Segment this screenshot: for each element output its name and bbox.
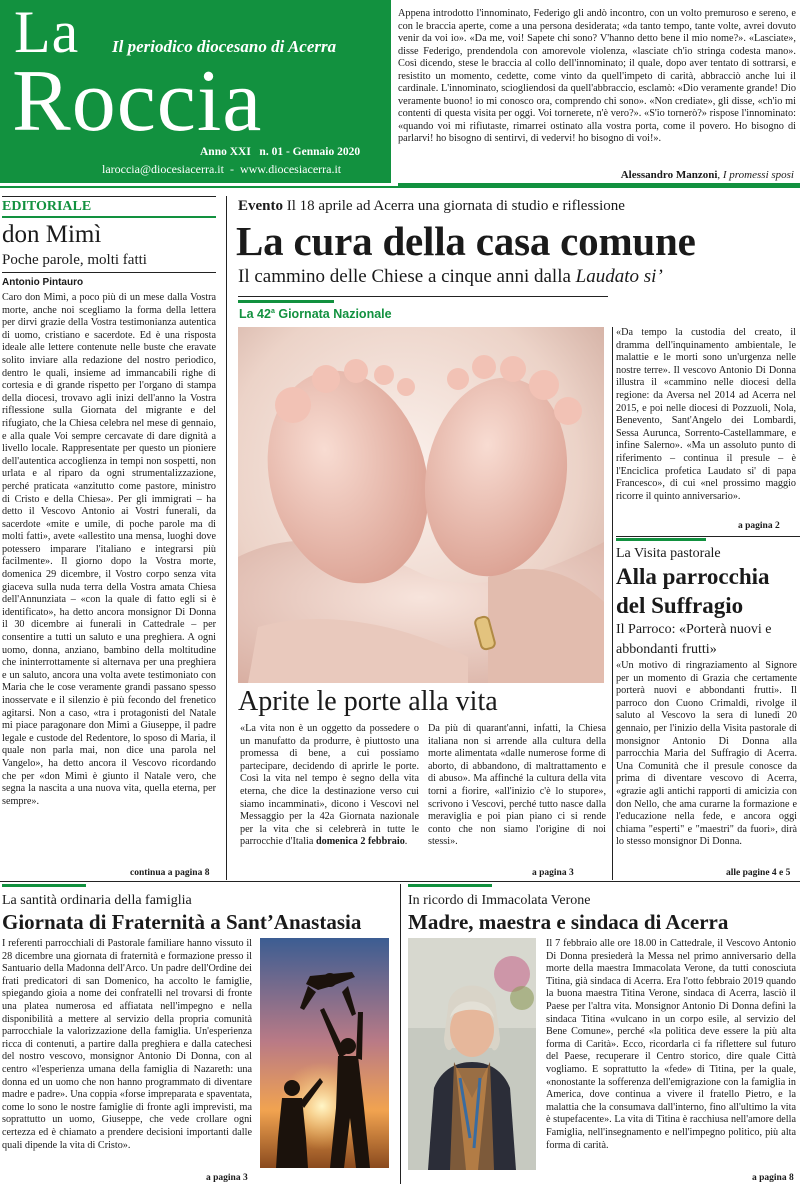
portrait-photo	[408, 938, 536, 1170]
column-divider	[226, 196, 227, 880]
divider	[238, 300, 334, 303]
life-day-kicker-post: Giornata Nazionale	[278, 307, 392, 321]
main-subheadline-text: Il cammino delle Chiese a cinque anni dalla	[238, 266, 571, 287]
family-silhouette-illustration	[260, 938, 389, 1168]
divider	[2, 216, 216, 218]
main-subheadline	[238, 266, 663, 288]
divider	[0, 881, 800, 882]
event-kicker	[238, 198, 625, 215]
life-day-kicker	[239, 307, 392, 321]
masthead	[0, 0, 391, 183]
memorial-body: Il 7 febbraio alle ore 18.00 in Cattedrale, il Vescovo Antonio Di Donna presiederà la Messa nel primo anniversario della morte della maestra Immacolata Verone, da tutti conosciuta Titina, già sindaca di Acerra. Era l'otto febbraio 2019 quando la buona maestra Titina Verone, sindaca di Acerra, lasciò il Paese per l'altra vita. Monsignor Antonio Di Donna definì la sindaca Titina «vulcano in un corpo esile, al servizio del Bene Comune», perché «la politica deve essere la più alta forma di Carità». Ecco, ricordarla ci fa riflettere sul futuro del Paese, recuperare il Centro storico, dire quale Città vogliamo. E soprattutto la «fede» di Titina, per la quale, «nonostante la sofferenza dell'emigrazione con la famiglia in America, dove continua a vivere il fratello Pietro, e la malattia che la consumava dall'interno, fino all'ultimo la vita è stupefacente». La vita di Titina è racchiusa nell'amore della Famiglia, nell'insegnamento e nell'impegno politico, più alta forma di carità.	[546, 938, 796, 1151]
divider	[616, 538, 706, 541]
visit-headline: Alla parrocchia del Suffragio	[616, 564, 770, 618]
logo-la: La	[14, 0, 80, 65]
family-sunset-photo	[260, 938, 389, 1168]
quote-author: Alessandro Manzoni	[620, 169, 718, 181]
contacts: laroccia@diocesiacerra.it - www.diocesiacerra.it	[102, 162, 342, 176]
quote-attribution: Alessandro Manzoni, I promessi sposi	[620, 169, 794, 181]
editorial-title: don Mimì	[2, 221, 102, 248]
editorial-continue-link[interactable]: continua a pagina 8	[130, 868, 210, 878]
divider	[2, 196, 216, 197]
divider	[238, 296, 608, 297]
life-column-1-date: domenica 2 febbraio	[315, 836, 405, 848]
family-kicker: La santità ordinaria della famiglia	[2, 893, 192, 908]
visit-subheadline: Il Parroco: «Porterà nuovi e abbondanti frutti»	[616, 622, 772, 657]
life-column-1-text: «La vita non è un oggetto da possedere o un manufatto da produrre, è piuttosto una promessa di bene, a cui possiamo partecipare, decidendo di aprirle le porte. Così la vita nel tempo è segno della vita eterna, che dice la destinazione verso cui siamo incamminati», dicono i Vescovi nel Messaggio per la 42a Giornata nazionale per la vita che si celebrerà in tutte le parrocchie d'Italia	[240, 723, 419, 848]
editorial-body: Caro don Mimì, a poco più di un mese dalla Vostra morte, anche noi scegliamo la forma della lettera per dirvi grazie della Vostra testimonianza autentica di uomo, cristiano e sacerdote. Ed è una risposta ideale alle lettere contenute nelle buste che eravate solito inviare alla redazione del nostro periodico, dentro le quali, insieme ad immancabili righe di cortesia e di grande rispetto per l'organo di stampa della diocesi, trovavo agli inizi dell'anno la Vostra riflessione sulla Giornata del migrante e del rifugiato, che la Chiesa celebra nel mese di gennaio, e alla quale Voi sempre cercavate di dare dignità a livello locale. Rappresentate per questo un pioniere dell'autentica accoglienza in tempi non sospetti, non urlata e al riparo da ogni strumentalizzazione, perché praticata «anzitutto come pastore, ministro di Cristo e della Chiesa». Per gli immigrati – ha detto il Vescovo Antonio ai Vostri funerali, da sacerdote «mite e umile, di poche parole ma di molti fatti», avete «allestito una mensa, luoghi dove potessero imparare l'italiano e integrarsi più facilmente». Il giorno dopo la Vostra morte, domenica 29 dicembre, il Vostro corpo senza vita giaceva sulla nuda terra della Vostra amata Chiesa dell'Annunziata – «con la quale di fatto egli si è identificato», ha detto ancora monsignor Di Donna il 30 dicembre ai funerali in Cattedrale – per consentire a tutti un saluto e una preghiera. A ogni uomo, donna, anziano, bambino della moltitudine che ininterrottamente si alternava per una preghiera e un saluto, ancora una volta avete testimoniato con Maria che le cose veramente grandi passano spesso inosservate e il silenzio è più fecondo del frenetico agitarsi. Non a caso, «tra i protagonisti del Natale mi piace paragonare don Mimì a Giuseppe, il padre legale e custode del Redentore, lo sposo di Maria, il quale non parla mai, non dice una parola nel Vangelo», ha detto ancora il Vescovo ricordando che per «don Mimì è giunto il Natale vero, che segna la nascita a una nuova vita, quella eterna, per sempre».	[2, 292, 216, 807]
life-day-kicker-pre: La 42	[239, 307, 271, 321]
divider	[408, 884, 492, 887]
quote-work: I promessi sposi	[722, 169, 794, 181]
divider	[2, 272, 216, 273]
main-subheadline-italic: Laudato si’	[575, 266, 663, 287]
life-column-1: «La vita non è un oggetto da possedere o un manufatto da produrre, è piuttosto una promessa di bene, a cui possiamo partecipare, decidendo di aprirle le porte. Così la vita nel tempo è segno della vita eterna, che dice la destinazione verso cui siamo incamminati», dicono i Vescovi nel Messaggio per la 42a Giornata nazionale per la vita che si celebrerà in tutte le parrocchie d'Italia domenica 2 febbraio.	[240, 723, 419, 848]
main-headline: La cura della casa comune	[236, 218, 696, 264]
family-body: I referenti parrocchiali di Pastorale familiare hanno vissuto il 28 dicembre una giornata di fraternità e formazione presso il Santuario della Madonna dell'Arco. Un padre dell'Ordine dei frati predicatori di san Domenico, ha accolto le famiglie, spiegando gioia a nome dei confratelli nel trovarsi di fronte una platea numerosa ed affiatata nell'impegno e nella disponibilità a mettere al servizio della propria comunità parrocchiale la valorizzazione della famiglia. Un'esperienza ricca di contenuti, a partire dalla preghiera e dalla catechesi del nostro vescovo, monsignor Antonio Di Donna, con al centro «l'esperienza umana della famiglia di Nazareth: una donna ed un uomo che non hanno programmato di diventare madre e padre». Una coppia «forse impreparata e spaventata, come lo sono le nostre famiglie di fronte agli imprevisti, ma soprattutto un uomo, Giuseppe, che vede crollare ogni certezza ed è chiamato a prendere decisioni importanti dalle quali dipende la vita di Cristo».	[2, 938, 252, 1151]
visit-continue-link[interactable]: alle pagine 4 e 5	[726, 868, 791, 878]
event-kicker-label: Evento	[238, 198, 283, 214]
column-divider	[400, 884, 401, 1184]
issue-info: Anno XXI n. 01 - Gennaio 2020	[200, 146, 361, 158]
editorial-author: Antonio Pintauro	[2, 277, 84, 288]
divider	[2, 884, 86, 887]
memorial-continue-link[interactable]: a pagina 8	[752, 1173, 794, 1183]
visit-body: «Un motivo di ringraziamento al Signore per un momento di Grazia che certamente porterà nuovi e abbondanti frutti». Il parroco don Cuono Crimaldi, rivolge il saluto al Vescovo la sera di lunedì 20 gennaio, per l'inizio della Visita pastorale di monsignor Antonio Di Donna alla parrocchia Maria del Suffragio di Acerra. Una Comunità che il presule conosce da prima di diventare vescovo di Acerra, «grazie agli antichi rapporti di amicizia con don Nello, che ama curarne la formazione e l'educazione nella fede, e ancora oggi chiama "esperti" e "maestri" da fuori», dirà lo stesso monsignor Di Donna.	[616, 660, 797, 848]
divider	[616, 536, 800, 537]
feature-right-body: «Da tempo la custodia del creato, il dramma dell'inquinamento ambientale, le malattie e le morti sono un'urgenza nelle nostre terre». Il vescovo Antonio Di Donna illustra il «cammino nelle diocesi della regione: da Aversa nel 2014 ad Acerra nel 2015, e poi nelle diocesi di Pozzuoli, Nola, Benevento, Sant'Angelo dei Lombardi, Sessa Aurunca, Sorrento-Castellammare, e infine Salerno». «Ma un assoluto punto di riferimento – continua il presule – è l'Enciclica profetica Laudato si' di papa Francesco», di cui «nel prossimo maggio ricorre il quinto anniversario».	[616, 327, 796, 502]
editorial-kicker: EDITORIALE	[2, 199, 92, 214]
tagline: Il periodico diocesano di Acerra	[112, 37, 337, 56]
family-continue-link[interactable]: a pagina 3	[206, 1173, 248, 1183]
baby-feet-photo	[238, 327, 604, 683]
life-day-kicker-sup: a	[270, 307, 275, 315]
feature-continue-link[interactable]: a pagina 2	[738, 521, 780, 531]
visit-kicker: La Visita pastorale	[616, 546, 721, 561]
life-headline: Aprite le porte alla vita	[238, 686, 498, 717]
editorial-subtitle: Poche parole, molti fatti	[2, 252, 147, 268]
event-kicker-text: Il 18 aprile ad Acerra una giornata di studio e riflessione	[286, 198, 625, 214]
memorial-headline: Madre, maestra e sindaca di Acerra	[408, 910, 729, 934]
memorial-kicker: In ricordo di Immacolata Verone	[408, 893, 591, 908]
family-headline: Giornata di Fraternità a Sant’Anastasia	[2, 910, 362, 934]
portrait-illustration	[408, 938, 536, 1170]
life-continue-link[interactable]: a pagina 3	[532, 868, 574, 878]
divider	[0, 186, 800, 188]
column-divider	[612, 327, 613, 880]
life-column-2: Da più di quarant'anni, infatti, la Chiesa italiana non si arrende alla cultura della morte alimentata «dalle numerose forme di aborto, di abbandono, di maltrattamento e di abuso». Ma affinché la cultura della vita torni a fiorire, «all'inizio c'è lo stupore», scrivono i Vescovi, perché tutto nasce dalla meraviglia e poi pian piano ci si rende conto che non siamo l'origine di noi stessi».	[428, 723, 606, 848]
manzoni-quote: Appena introdotto l'innominato, Federigo gli andò incontro, con un volto premuroso e sereno, e con le braccia aperte, come a una persona desiderata; «da tanto tempo, tante volte, avrei dovuto venir da voi io». «Da me, voi! Sapete chi sono? V'hanno detto bene il mio nome?». «Lasciate», disse Federigo, prendendola con amorevole violenza, «lasciate ch'io stringa codesta mano». Così dicendo, stese le braccia al collo dell'innominato; il quale, dopo aver tentato di sottrarsi, e resistito un momento, cedette, come vinto da quell'impeto di carità, abbracciò anche lui il cardinale. L'innominato, sciogliendosi da quell'abbraccio, esclamò: «Dio veramente grande! Dio veramente buono! io mi conosco ora, comprendo chi sono». «Non crediate», gli disse, «ch'io mi contenti di questa visita per oggi. Voi tornerete, n'è vero?». «S'io tornerò?» rispose l'innominato: «quando voi mi rifiutaste, rimarrei ostinato alla vostra porta, come il povero. Ho bisogno di parlarvi! ho bisogno di sentirvi, di vedervi! ho bisogno di voi!».	[398, 8, 796, 144]
logo-roccia: Roccia	[12, 53, 263, 150]
baby-feet-illustration	[238, 327, 604, 683]
